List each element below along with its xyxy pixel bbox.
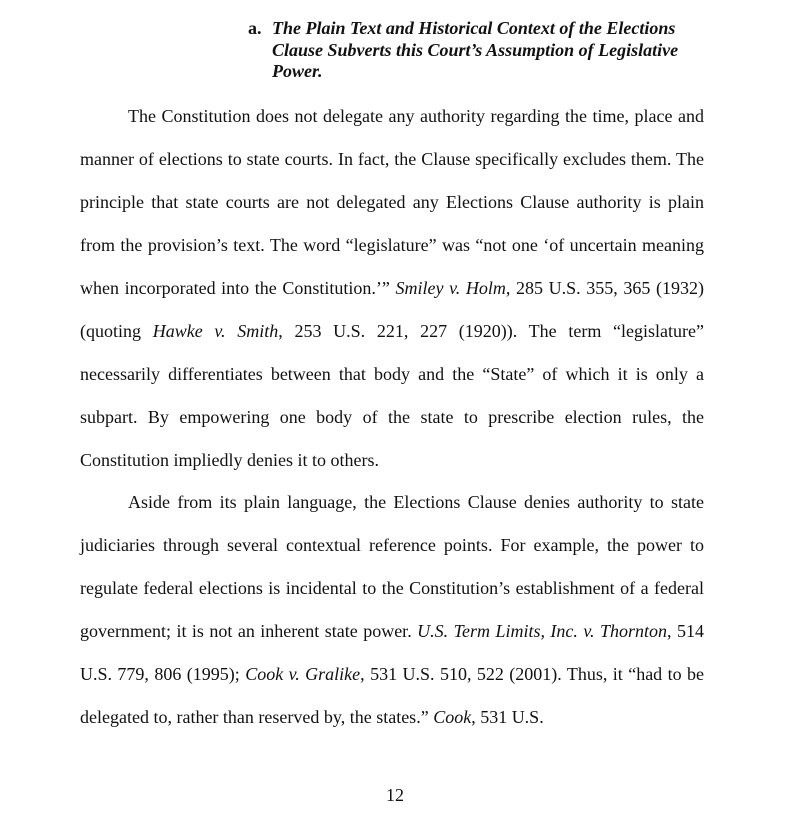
section-heading (248, 18, 718, 83)
page-number: 12 (386, 785, 404, 805)
p1-case-smiley: Smiley v. Holm (395, 278, 506, 298)
p1-text-3: , 253 U.S. 221, 227 (1920)). The term “legislature” necessarily differentiates between that body and the “State” of which it is only a subpart. By empowering one body of the state to prescribe election rules, the Constitution impliedly denies it to others. (80, 321, 704, 470)
heading-marker: a. (248, 18, 262, 38)
p2-text-4: , 531 U.S. (471, 707, 544, 727)
paragraph-1 (80, 95, 704, 482)
heading-title: The Plain Text and Historical Context of the Elections Clause Subverts this Court’s Assumption of Legislative Power. (272, 18, 679, 81)
p2-case-cook-gralike: Cook v. Gralike (245, 664, 361, 684)
p1-case-hawke: Hawke v. Smith (152, 321, 279, 341)
p1-text-1: The Constitution does not delegate any authority regarding the time, place and manner of elections to state courts. In fact, the Clause specifically excludes them. The principle that state courts are not delegated any Elections Clause authority is plain from the provision’s text. The word “legislature” was “not one ‘of uncertain meaning when incorporated into the Constitution.’” (80, 106, 704, 298)
p1-text-2: , 285 U.S. 355, 365 (1932) (quoting (80, 278, 704, 341)
p2-text-3: , 531 U.S. 510, 522 (2001). Thus, it “had to be delegated to, rather than reserved by, the states.” (80, 664, 705, 727)
p2-text-1: Aside from its plain language, the Elections Clause denies authority to state judiciaries through several contextual reference points. For example, the power to regulate federal elections is incidental to the Constitution’s establishment of a federal government; it is not an inherent state power. (80, 492, 704, 641)
paragraph-2 (80, 481, 704, 739)
p2-case-cook: Cook (433, 707, 472, 727)
p2-case-term-limits: U.S. Term Limits, Inc. v. Thornton (417, 621, 668, 641)
p2-text-2: , 514 U.S. 779, 806 (1995); (80, 621, 704, 684)
